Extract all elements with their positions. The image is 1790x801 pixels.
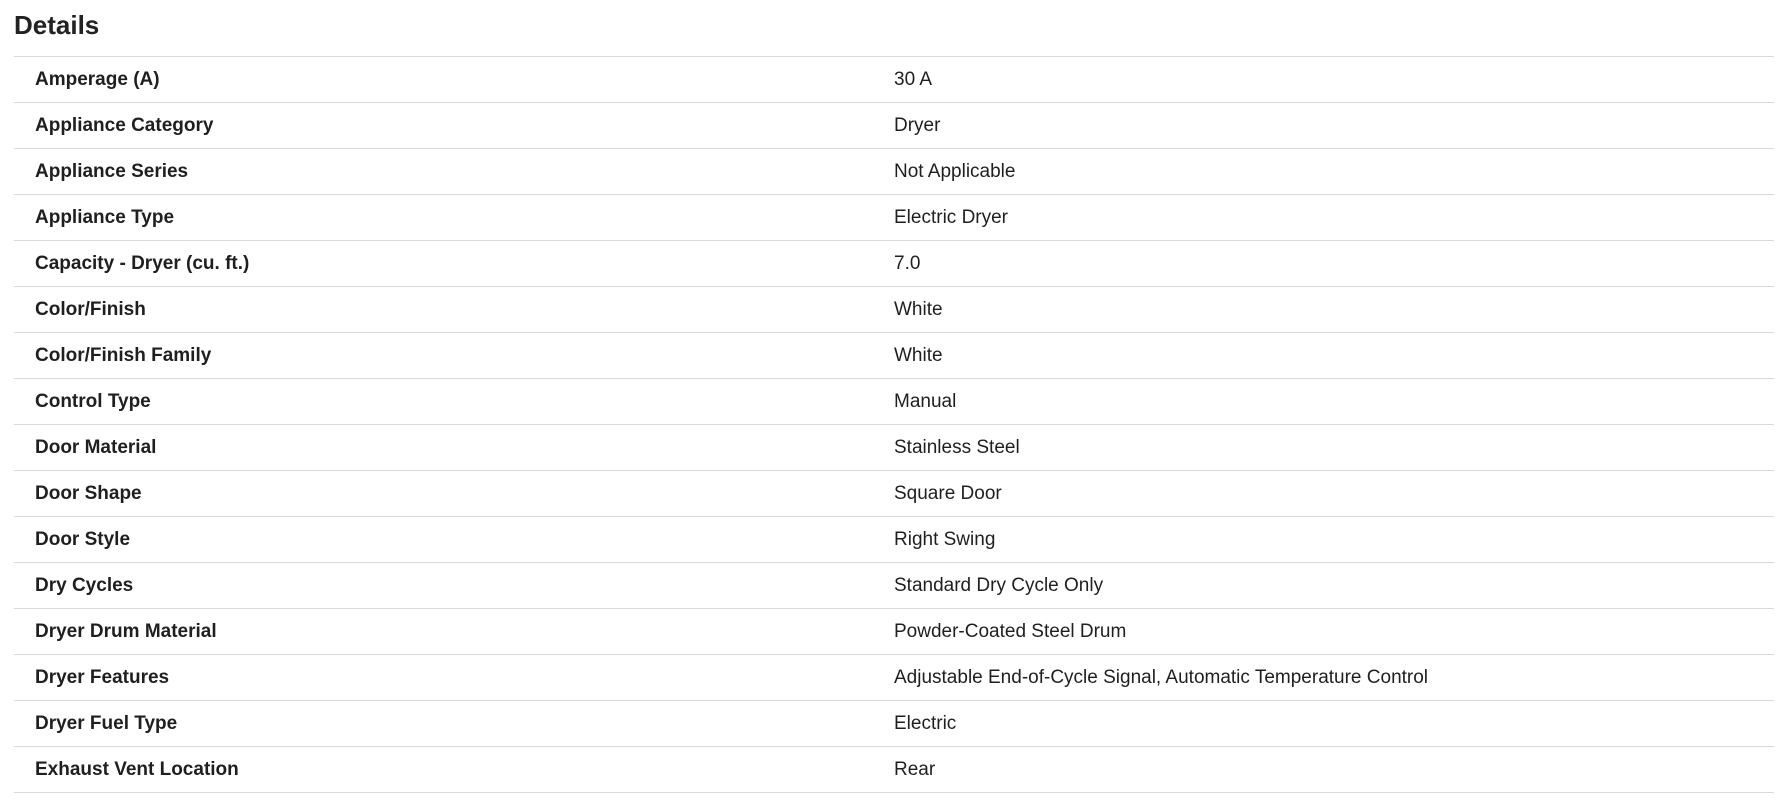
spec-row-dry-cycles bbox=[14, 563, 1774, 609]
spec-label: Appliance Type bbox=[35, 206, 175, 228]
spec-value: Manual bbox=[894, 390, 957, 412]
spec-value: Adjustable End-of-Cycle Signal, Automatic Temperature Control bbox=[894, 666, 1429, 688]
section-title: Details bbox=[14, 10, 100, 40]
spec-row-door-style bbox=[14, 517, 1774, 563]
spec-row-appliance-series bbox=[14, 149, 1774, 195]
spec-label: Dry Cycles bbox=[35, 574, 134, 596]
spec-row-color-finish bbox=[14, 287, 1774, 333]
spec-label: Control Type bbox=[35, 390, 151, 412]
spec-value: Dryer bbox=[894, 114, 941, 136]
spec-label: Exhaust Vent Location bbox=[35, 758, 239, 780]
spec-row-appliance-category bbox=[14, 103, 1774, 149]
spec-row-control-type bbox=[14, 379, 1774, 425]
spec-value: White bbox=[894, 344, 943, 366]
spec-label: Door Material bbox=[35, 436, 157, 458]
spec-value: Electric bbox=[894, 712, 957, 734]
spec-label: Amperage (A) bbox=[35, 68, 160, 90]
spec-value: Stainless Steel bbox=[894, 436, 1020, 458]
spec-label: Door Style bbox=[35, 528, 131, 550]
spec-value: Right Swing bbox=[894, 528, 996, 550]
spec-row-appliance-type bbox=[14, 195, 1774, 241]
spec-label: Color/Finish Family bbox=[35, 344, 212, 366]
spec-value: Powder-Coated Steel Drum bbox=[894, 620, 1127, 642]
spec-label: Dryer Features bbox=[35, 666, 170, 688]
spec-label: Dryer Fuel Type bbox=[35, 712, 178, 734]
spec-value: 7.0 bbox=[894, 252, 921, 274]
spec-value: Not Applicable bbox=[894, 160, 1016, 182]
spec-row-dryer-drum-material bbox=[14, 609, 1774, 655]
spec-row-color-finish-family bbox=[14, 333, 1774, 379]
spec-row-exhaust-vent-location bbox=[14, 747, 1774, 793]
spec-value: Electric Dryer bbox=[894, 206, 1009, 228]
spec-row-dryer-features bbox=[14, 655, 1774, 701]
specs-table bbox=[14, 56, 1774, 793]
spec-value: 30 A bbox=[894, 68, 933, 90]
spec-value: White bbox=[894, 298, 943, 320]
spec-row-door-material bbox=[14, 425, 1774, 471]
spec-label: Capacity - Dryer (cu. ft.) bbox=[35, 252, 250, 274]
spec-label: Appliance Series bbox=[35, 160, 189, 182]
spec-value: Rear bbox=[894, 758, 936, 780]
spec-row-capacity bbox=[14, 241, 1774, 287]
spec-row-amperage bbox=[14, 57, 1774, 103]
spec-label: Dryer Drum Material bbox=[35, 620, 217, 642]
details-section bbox=[14, 0, 1774, 793]
spec-label: Appliance Category bbox=[35, 114, 214, 136]
spec-row-dryer-fuel-type bbox=[14, 701, 1774, 747]
spec-row-door-shape bbox=[14, 471, 1774, 517]
spec-value: Standard Dry Cycle Only bbox=[894, 574, 1104, 596]
spec-value: Square Door bbox=[894, 482, 1002, 504]
spec-label: Color/Finish bbox=[35, 298, 146, 320]
spec-label: Door Shape bbox=[35, 482, 142, 504]
